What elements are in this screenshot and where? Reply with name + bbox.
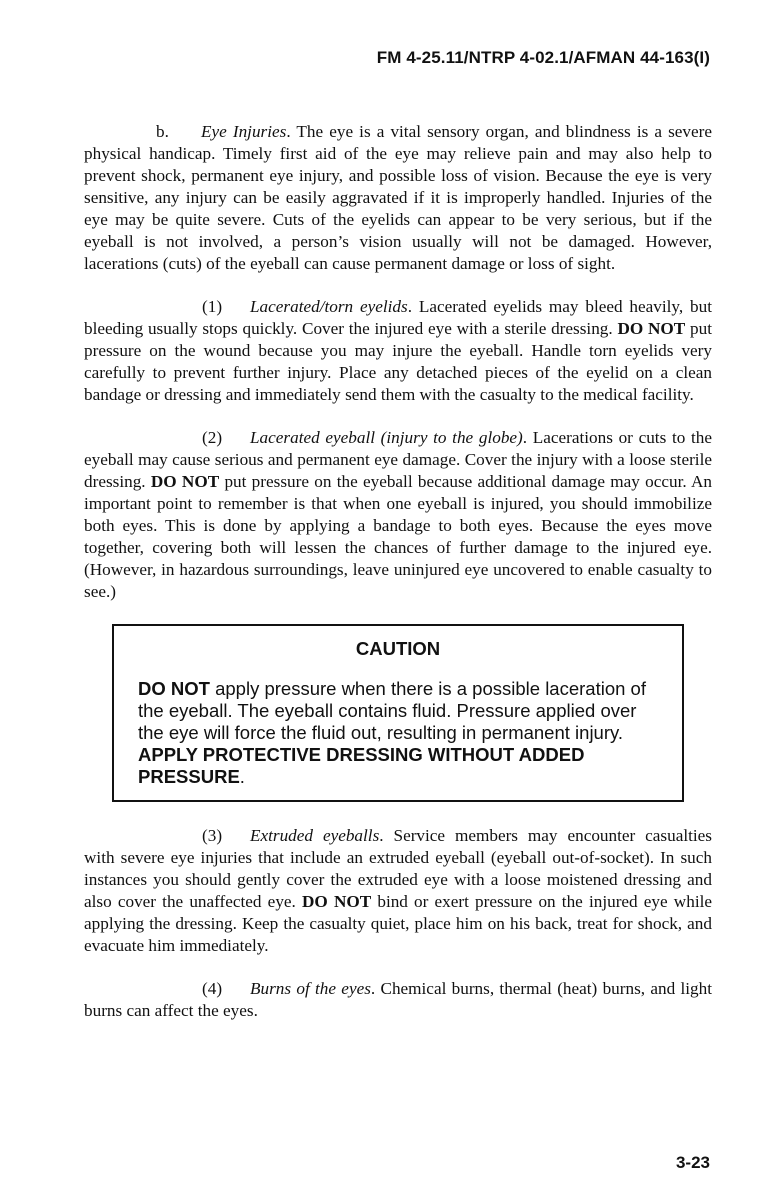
paragraph-label: (3) — [202, 826, 223, 845]
paragraph-label: (2) — [202, 428, 223, 447]
paragraph-text: bind or exert pressure on the injured eye while applying the dressing. Keep the casualty quiet, place him on his back, treat for shock, and evacuate him immediately. — [84, 892, 712, 955]
paragraph-title: Lacerated eyeball (injury to the globe) — [250, 428, 523, 447]
paragraph-text: . Lacerated eyelids may bleed heavily, but bleeding usually stops quickly. Cover the injured eye with a sterile dressing. — [84, 297, 712, 338]
emphasis-do-not: DO NOT — [150, 472, 220, 491]
page-body — [84, 121, 712, 1043]
emphasis-do-not: DO NOT — [302, 892, 372, 911]
paragraph-title: Lacerated/torn eyelids — [250, 297, 408, 316]
paragraph-title: Extruded eyeballs — [250, 826, 380, 845]
caution-body — [138, 678, 658, 788]
caution-title: CAUTION — [355, 638, 441, 659]
paragraph-text: . Lacerations or cuts to the eyeball may cause serious and permanent eye damage. Cover the injury with a loose sterile dressing. — [84, 428, 712, 491]
paragraph-text: . Chemical burns, thermal (heat) burns, and light burns can affect the eyes. — [84, 979, 712, 1020]
paragraph-text: . Service members may encounter casualties with severe eye injuries that include an extruded eyeball (eyeball out-of-socket). In such instances you should gently cover the extruded eye with a loose moistened dressing and also cover the unaffected eye. — [84, 826, 712, 911]
emphasis-do-not: DO NOT — [138, 678, 210, 699]
paragraph-text: . The eye is a vital sensory organ, and blindness is a severe physical handicap. Timely first aid of the eye may relieve pain and may also help to prevent shock, permanent eye injury, and possible loss of vision. Because the eye is very sensitive, any injury can be easily aggravated if it is improperly handled. Injuries of the eye may be quite severe. Cuts of the eyelids can appear to be very serious, but if the eyeball is not involved, a person’s vision usually will not be damaged. However, lacerations (cuts) of the eyeball can cause permanent damage or loss of sight. — [84, 122, 713, 273]
paragraph-1-lacerated-eyelids — [84, 296, 712, 406]
paragraph-title: Eye Injuries — [201, 122, 287, 141]
caution-end: . — [239, 766, 245, 787]
paragraph-3-extruded-eyeballs — [84, 825, 712, 957]
paragraph-text: put pressure on the wound because you may injure the eyeball. Handle torn eyelids very carefully to prevent further injury. Place any detached pieces of the eyelid on a clean bandage or dressing and immediately send them with the casualty to the medical facility. — [84, 319, 712, 404]
paragraph-b-eye-injuries — [84, 121, 712, 275]
paragraph-label: b. — [156, 122, 169, 141]
paragraph-4-burns-of-eyes — [84, 978, 712, 1022]
caution-box — [112, 624, 684, 802]
paragraph-title: Burns of the eyes — [250, 979, 371, 998]
paragraph-label: (1) — [202, 297, 223, 316]
page-number: 3-23 — [675, 1153, 710, 1172]
paragraph-text: put pressure on the eyeball because additional damage may occur. An important point to remember is that when one eyeball is injured, you should immobilize both eyes. This is done by applying a bandage to both eyes. Because the eyes move together, covering both will lessen the chances of further damage to the injured eye. (However, in hazardous surroundings, leave uninjured eye uncovered to enable casualty to see.) — [84, 472, 712, 601]
paragraph-label: (4) — [202, 979, 223, 998]
running-header: FM 4-25.11/NTRP 4-02.1/AFMAN 44-163(I) — [376, 48, 710, 67]
paragraph-2-lacerated-eyeball — [84, 427, 712, 603]
caution-text: apply pressure when there is a possible laceration of the eyeball. The eyeball contains fluid. Pressure applied over the eye will force the fluid out, resulting in permanent injury. — [138, 678, 646, 743]
emphasis-do-not: DO NOT — [617, 319, 686, 338]
caution-directive: APPLY PROTECTIVE DRESSING WITHOUT ADDED PRESSURE — [138, 744, 585, 787]
